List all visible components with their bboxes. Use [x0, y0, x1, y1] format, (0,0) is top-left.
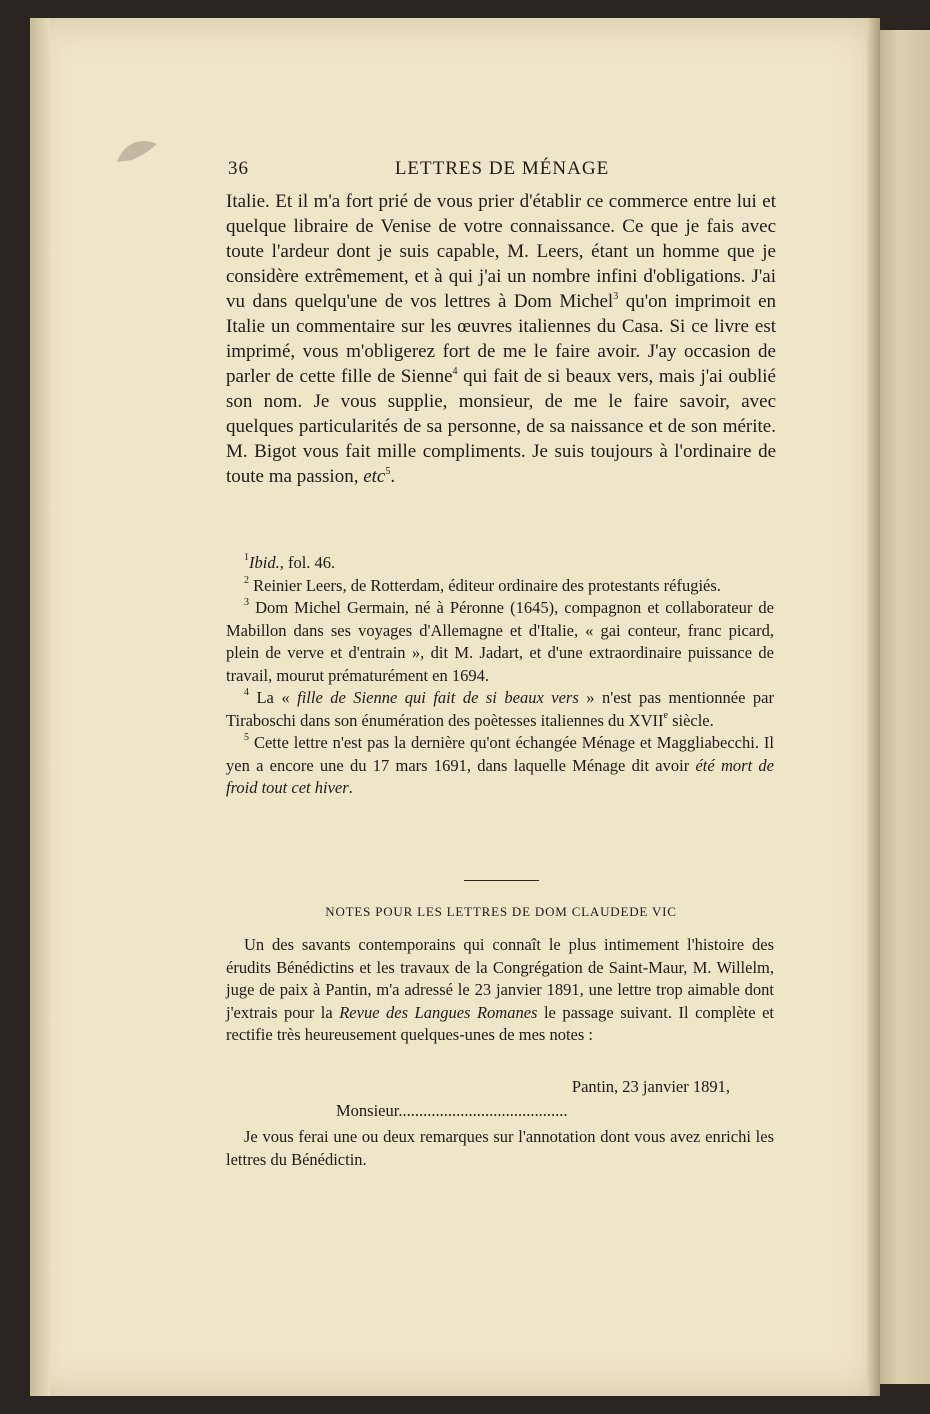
- footnote-4-superscript: e: [663, 709, 668, 721]
- footnote-4-pre: La «: [249, 688, 298, 707]
- footnote-ref-5: 5: [385, 466, 391, 477]
- footnote-5-end: .: [348, 778, 353, 797]
- letter-text-3: qui fait de si beaux vers, mais j'ai oublié son nom. Je vous supplie, monsieur, de me le faire savoir, avec quelques particularités de sa personne, de sa naissance et de son mérite. M. Bigot vous fait mille compliments. Je suis toujours à l'ordinaire de toute ma passion,: [226, 366, 776, 487]
- footnote-4-italic: fille de Sienne qui fait de si beaux vers: [297, 688, 579, 707]
- letter-text-1: Italie. Et il m'a fort prié de vous prier d'établir ce commerce entre lui et quelque libraire de Venise de votre connaissance. Ce que je fais avec toute l'ardeur dont je suis capable, M. Leers, étant un homme que je considère extrêmement, et à qui j'ai un nombre infini d'obligations. J'ai vu dans quelqu'une de vos lettres à Dom Michel: [226, 191, 776, 312]
- notes-text-1: Un des savants contemporains qui connaît le plus intimement l'histoire des érudits Bénédictins et les travaux de la Congrégation de Saint-Maur, M. Willelm, juge de paix à Pantin, m'a adressé le 23 janvier 1891, une lettre trop aimable dont j'extrais pour la: [226, 935, 774, 1022]
- closing-paragraph: Je vous ferai une ou deux remarques sur l'annotation dont vous avez enrichi les lettres du Bénédictin.: [226, 1127, 774, 1169]
- library-stamp-icon: [112, 132, 162, 172]
- letter-etc: etc: [363, 466, 386, 487]
- section-heading: NOTES POUR LES LETTRES DE DOM CLAUDEDE VIC: [325, 904, 677, 919]
- notes-paragraph: [226, 934, 774, 1047]
- footnote-ref-4: 4: [452, 366, 458, 377]
- letter-paragraph: [226, 189, 776, 489]
- footnote-4-text: » n'est pas mentionnée par Tiraboschi dans son énumération des poètesses italiennes du XVII: [226, 688, 774, 730]
- footnote-5-number: 5: [244, 732, 249, 743]
- running-head: [228, 158, 776, 184]
- footnotes: [226, 552, 774, 800]
- footnote-5-text: Cette lettre n'est pas la dernière qu'ont échangée Ménage et Maggliabecchi. Il yen a encore une du 17 mars 1691, dans laquelle Ménage dit avoir: [226, 733, 774, 775]
- footnote-4-number: 4: [244, 687, 249, 698]
- footnote-3-number: 3: [244, 597, 249, 608]
- letter-dateline: Pantin, 23 janvier 1891,: [571, 1077, 730, 1096]
- footnote-3: [226, 597, 774, 687]
- footnote-1-text: , fol. 46.: [279, 553, 336, 572]
- footnote-3-text: Dom Michel Germain, né à Péronne (1645), compagnon et collaborateur de Mabillon dans ses voyages d'Allemagne et d'Italie, « gai conteur, franc picard, plein de verve et d'entrain », dit M. Jadart, et d'une extraordinaire puissance de travail, mourut prématurément en 1694.: [226, 598, 774, 685]
- footnote-1-ibid: Ibid.: [249, 553, 280, 572]
- footnote-5: [226, 732, 774, 800]
- footnote-2-number: 2: [244, 574, 249, 586]
- section-divider: [464, 880, 539, 881]
- running-title: LETTRES DE MÉNAGE: [394, 158, 610, 179]
- letter-salutation: Monsieur.........................................: [336, 1101, 568, 1120]
- footnote-5-italic: été mort de froid tout cet hiver: [226, 755, 774, 797]
- footnote-1-number: 1: [244, 552, 249, 563]
- closing-text: [226, 1126, 774, 1171]
- footnote-4: [226, 687, 774, 732]
- footnote-2: [226, 575, 774, 598]
- notes-journal-title: Revue des Langues Romanes: [339, 1002, 538, 1022]
- book-gutter: [866, 18, 880, 1396]
- letter-body: [226, 189, 776, 489]
- notes-text-2: le passage suivant. Il complète et rectifie très heureusement quelques-unes de mes notes :: [226, 1002, 774, 1044]
- page-edge-shadow: [30, 18, 50, 1396]
- footnote-1: [226, 552, 774, 575]
- footnote-2-text: Reinier Leers, de Rotterdam, éditeur ordinaire des protestants réfugiés.: [249, 575, 721, 595]
- footnote-4-end: siècle.: [667, 710, 714, 730]
- letter-text-2: qu'on imprimoit en Italie un commentaire sur les œuvres italiennes du Casa. Si ce livre est imprimé, vous m'obligerez fort de me le faire avoir. J'ay occasion de parler de cette fille de Sienne: [226, 291, 777, 387]
- page-number: 36: [228, 158, 249, 179]
- footnote-ref-3: 3: [613, 291, 619, 302]
- notes-body: [226, 934, 774, 1047]
- next-page-edge: [878, 30, 930, 1384]
- letter-end: .: [390, 466, 396, 487]
